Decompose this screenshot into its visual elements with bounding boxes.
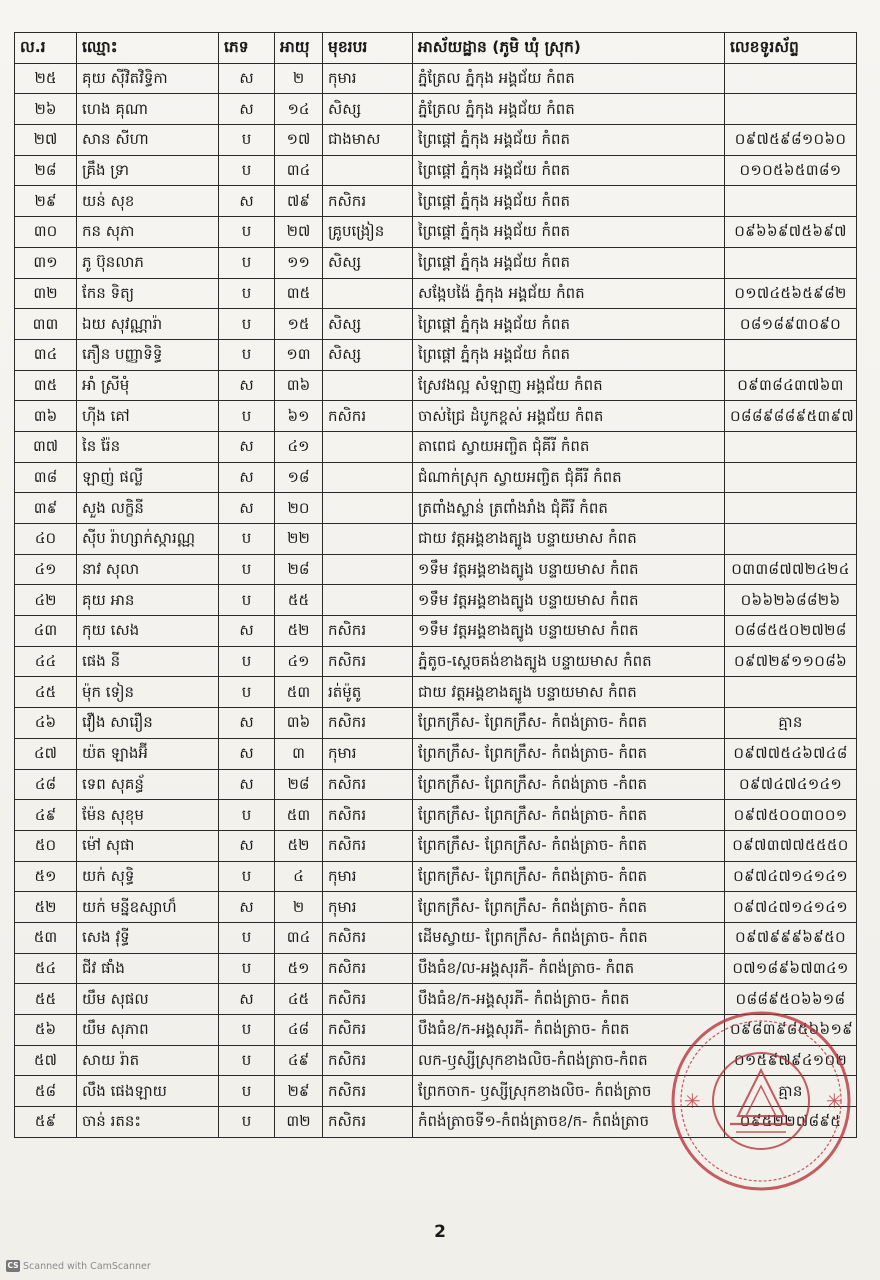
cell-name: លឹង ផេងឡាយ [77,1076,219,1107]
cell-name: ផេង នី [77,646,219,677]
table-row [15,431,857,462]
cell-occupation: សិស្ស [323,309,413,340]
cell-sex: ប [219,953,275,984]
cell-sex: ស [219,892,275,923]
cell-age: ៤៨ [275,1015,323,1046]
cell-age: ២៨ [275,554,323,585]
cell-phone: គ្មាន [725,1076,857,1107]
roster-table [14,32,857,1138]
cell-occupation: កសិករ [323,830,413,861]
cell-address: ភ្នំត្រែល ភ្នំកុង អង្គជ័យ កំពត [413,94,725,125]
cell-occupation: កសិករ [323,1076,413,1107]
cell-age: ២៨ [275,769,323,800]
cell-occupation: កសិករ [323,708,413,739]
table-row [15,585,857,616]
cell-address: ជំណាក់ស្រុក ស្វាយអញ្ចិត ជុំគីរី កំពត [413,462,725,493]
cell-no: ៥២ [15,892,77,923]
cell-no: ៣៤ [15,339,77,370]
table-row [15,1076,857,1107]
cell-no: ៤៩ [15,800,77,831]
cell-address: កំពង់ត្រាចទី១-កំពង់ត្រាចខ/ក- កំពង់ត្រាច [413,1107,725,1138]
cell-sex: ស [219,830,275,861]
cell-no: ៥៦ [15,1015,77,1046]
cell-address: តាពេជ ស្វាយអញ្ចិត ជុំគីរី កំពត [413,431,725,462]
cell-sex: ស [219,616,275,647]
header-age: អាយុ [275,33,323,64]
cell-address: ព្រែកក្រឹស- ព្រែកក្រឹស- កំពង់ត្រាច -កំពត [413,769,725,800]
cell-phone: ០៣៣៨៧៧២៤២៤ [725,554,857,585]
cell-name: គុយ អាន [77,585,219,616]
cell-no: ៣៨ [15,462,77,493]
cell-name: ម៉ៅ សុផា [77,830,219,861]
cell-phone: ០៧១៨៩៦៧៣៤១ [725,953,857,984]
cell-name: យឹម សុផល [77,984,219,1015]
table-row [15,738,857,769]
cell-age: ២០ [275,493,323,524]
cell-sex: ប [219,401,275,432]
cell-address: បឹងធំខ/ក-អង្គសុរភី- កំពង់ត្រាច- កំពត [413,1015,725,1046]
table-row [15,63,857,94]
cell-occupation: កសិករ [323,186,413,217]
cell-occupation: កុមារ [323,861,413,892]
cell-no: ៤៥ [15,677,77,708]
table-row [15,892,857,923]
cell-sex: ប [219,524,275,555]
cell-no: ២៥ [15,63,77,94]
cell-sex: ប [219,247,275,278]
cell-sex: ស [219,708,275,739]
table-row [15,953,857,984]
cell-no: ៣៦ [15,401,77,432]
cell-phone: ០៩៧៤៧១៤១៤១ [725,861,857,892]
scanner-watermark [6,1260,151,1272]
cell-no: ៣៣ [15,309,77,340]
cell-occupation: កុមារ [323,738,413,769]
cell-address: លក-ឫស្សីស្រុកខាងលិច-កំពង់ត្រាច-កំពត [413,1045,725,1076]
cell-occupation: កសិករ [323,1045,413,1076]
cell-occupation: សិស្ស [323,94,413,125]
table-row [15,94,857,125]
cell-name: គ្រឹង ទ្រា [77,155,219,186]
cell-sex: ប [219,554,275,585]
cell-sex: ប [219,800,275,831]
cell-sex: ស [219,462,275,493]
cell-occupation [323,585,413,616]
cell-phone: ០៩៧២៩១១០៨៦ [725,646,857,677]
cell-phone [725,431,857,462]
cell-phone: ០៨៨៩៥០៦៦១៨ [725,984,857,1015]
cell-address: ព្រែកចាក- ឫស្សីស្រុកខាងលិច- កំពង់ត្រាច [413,1076,725,1107]
cell-address: ព្រែកក្រឹស- ព្រែកក្រឹស- កំពង់ត្រាច- កំពត [413,800,725,831]
cell-age: ៤១ [275,646,323,677]
cell-phone: ០១៥៩៧៩៤១០២ [725,1045,857,1076]
cell-phone [725,247,857,278]
cell-address: ១ទឹម វត្តអង្គខាងត្បូង បន្ទាយមាស កំពត [413,585,725,616]
cell-age: ២២ [275,524,323,555]
header-phone: លេខទូរស័ព្ទ [725,33,857,64]
table-row [15,1045,857,1076]
cell-age: ៧៩ [275,186,323,217]
cell-address: ព្រៃផ្តៅ ភ្នំកុង អង្គជ័យ កំពត [413,339,725,370]
cell-address: ព្រែកក្រឹស- ព្រែកក្រឹស- កំពង់ត្រាច- កំពត [413,861,725,892]
cell-sex: ស [219,370,275,401]
cell-sex: ប [219,339,275,370]
svg-text:✳: ✳ [826,1089,843,1113]
cell-no: ៤៨ [15,769,77,800]
cell-age: ៥២ [275,830,323,861]
cell-address: ព្រែកក្រឹស- ព្រែកក្រឹស- កំពង់ត្រាច- កំពត [413,830,725,861]
cell-age: ៣៦ [275,370,323,401]
cell-occupation [323,493,413,524]
cell-sex: ប [219,677,275,708]
cell-age: ៤ [275,861,323,892]
cell-occupation [323,278,413,309]
table-row [15,1107,857,1138]
cell-age: ១៤ [275,94,323,125]
cell-no: ២៨ [15,155,77,186]
cell-sex: ប [219,309,275,340]
cell-no: ២៧ [15,125,77,156]
cell-no: ៣១ [15,247,77,278]
cell-phone [725,493,857,524]
cell-phone: ០៩៧៧៥៤៦៧៤៨ [725,738,857,769]
cell-no: ២៦ [15,94,77,125]
cell-address: ស្រែវងល្អ សំឡាញ អង្គជ័យ កំពត [413,370,725,401]
cell-no: ៥០ [15,830,77,861]
cell-address: ព្រែកក្រឹស- ព្រែកក្រឹស- កំពង់ត្រាច- កំពត [413,892,725,923]
table-row [15,984,857,1015]
cell-no: ៤៧ [15,738,77,769]
cell-address: ព្រៃផ្តៅ ភ្នំកុង អង្គជ័យ កំពត [413,217,725,248]
cell-occupation [323,462,413,493]
cell-occupation: ជាងមាស [323,125,413,156]
cell-sex: ប [219,155,275,186]
table-row [15,1015,857,1046]
cell-name: យន់ សុខ [77,186,219,217]
cell-age: ៣៤ [275,922,323,953]
table-row [15,462,857,493]
cell-occupation [323,155,413,186]
cell-phone: ០៨១៨៩៣០៩០ [725,309,857,340]
cell-name: ហ៊ីង គៅ [77,401,219,432]
cell-address: ភ្នំតូច-ស្តេចគង់ខាងត្បូង បន្ទាយមាស កំពត [413,646,725,677]
cell-phone: ០៨៨៥៥០២៧២៨ [725,616,857,647]
cell-address: បឹងធំខ/ល-អង្គសុរភី- កំពង់ត្រាច- កំពត [413,953,725,984]
cell-address: ត្រពាំងស្លាន់ ត្រពាំងរាំង ជុំគីរី កំពត [413,493,725,524]
cell-no: ៤៤ [15,646,77,677]
cell-name: ចាន់ រតនះ [77,1107,219,1138]
cell-address: បឹងធំខ/ក-អង្គសុរភី- កំពង់ត្រាច- កំពត [413,984,725,1015]
cell-sex: ប [219,922,275,953]
table-row [15,830,857,861]
cell-address: ព្រៃផ្តៅ ភ្នំកុង អង្គជ័យ កំពត [413,186,725,217]
cell-no: ៤៣ [15,616,77,647]
cell-age: ២ [275,63,323,94]
header-name: ឈ្មោះ [77,33,219,64]
cell-age: ៥២ [275,616,323,647]
cell-no: ៣៩ [15,493,77,524]
cell-age: ៣៦ [275,708,323,739]
cell-sex: ស [219,984,275,1015]
table-row [15,922,857,953]
cell-occupation: សិស្ស [323,339,413,370]
cell-phone: ០៩៣៨៤៣៧៦៣ [725,370,857,401]
table-row [15,524,857,555]
cell-sex: ប [219,1015,275,1046]
cell-no: ៣២ [15,278,77,309]
cell-name: ទេព សុគន្ធ័ [77,769,219,800]
cell-occupation: កសិករ [323,800,413,831]
cell-phone [725,94,857,125]
cell-name: សេង វុទ្ធី [77,922,219,953]
table-row [15,155,857,186]
table-row [15,769,857,800]
cell-phone: ០១៧៤៥៦៥៩៨២ [725,278,857,309]
cell-age: ២៩ [275,1076,323,1107]
cell-name: ជីវ ផាំង [77,953,219,984]
cell-address: ១ទឹម វត្តអង្គខាងត្បូង បន្ទាយមាស កំពត [413,554,725,585]
cell-sex: ប [219,125,275,156]
table-body [15,63,857,1137]
cell-address: ព្រៃផ្តៅ ភ្នំកុង អង្គជ័យ កំពត [413,247,725,278]
header-occupation: មុខរបរ [323,33,413,64]
cell-name: អាំ ស្រីមុំ [77,370,219,401]
cell-occupation: កសិករ [323,769,413,800]
cell-occupation: កសិករ [323,646,413,677]
cell-age: ៥៣ [275,800,323,831]
cell-sex: ស [219,769,275,800]
cell-phone: ០៩៧៤៧៤១៤១ [725,769,857,800]
cell-no: ៣០ [15,217,77,248]
cell-phone [725,186,857,217]
cell-phone: ០១០៥៦៥៣៨១ [725,155,857,186]
cell-no: ៥៧ [15,1045,77,1076]
cell-sex: ប [219,861,275,892]
cell-name: កុយ សេង [77,616,219,647]
cell-age: ២៧ [275,217,323,248]
cell-occupation [323,431,413,462]
cell-age: ៥៥ [275,585,323,616]
cell-age: ៣ [275,738,323,769]
cell-age: ៤៥ [275,984,323,1015]
cell-name: កែន ទិត្យ [77,278,219,309]
cell-name: ម៉ុក ទៀន [77,677,219,708]
table-row [15,646,857,677]
cell-address: ព្រែកក្រឹស- ព្រែកក្រឹស- កំពង់ត្រាច- កំពត [413,738,725,769]
cell-age: ១៣ [275,339,323,370]
cell-no: ៥៩ [15,1107,77,1138]
table-header-row [15,33,857,64]
cell-address: ចាស់ជ្រៃ ដំបូកខ្ពស់ អង្គជ័យ កំពត [413,401,725,432]
cell-occupation: កសិករ [323,1107,413,1138]
cell-sex: ប [219,278,275,309]
cell-no: ៥៨ [15,1076,77,1107]
cell-address: ព្រៃផ្តៅ ភ្នំកុង អង្គជ័យ កំពត [413,125,725,156]
cell-occupation [323,524,413,555]
cell-name: ឯយ សុវណ្ណារ៉ា [77,309,219,340]
cell-no: ៣៥ [15,370,77,401]
cell-phone: ០៩៧៤៧១៤១៤១ [725,892,857,923]
cell-sex: ស [219,186,275,217]
header-no: ល.រ [15,33,77,64]
cell-name: សាយ រ៉ាត [77,1045,219,1076]
cell-phone [725,63,857,94]
cell-phone: គ្មាន [725,708,857,739]
cell-occupation: សិស្ស [323,247,413,278]
cell-address: ជាយ វត្តអង្គខាងត្បូង បន្ទាយមាស កំពត [413,677,725,708]
cell-age: ១១ [275,247,323,278]
table-row [15,493,857,524]
table-row [15,800,857,831]
cell-no: ៥៤ [15,953,77,984]
cell-name: ម៉ែន សុខុម [77,800,219,831]
cell-name: គុយ ស៊ីវិតវិទ្ធិកា [77,63,219,94]
cell-age: ៣៤ [275,155,323,186]
cell-phone: ០៦៦២៦៨៨២៦ [725,585,857,616]
cell-no: ៤០ [15,524,77,555]
table-row [15,186,857,217]
cell-name: ភូ ប៊ុនលាភ [77,247,219,278]
cell-no: ៥១ [15,861,77,892]
cell-phone: ០៩៧៥៩៨១០៦០ [725,125,857,156]
cell-phone [725,462,857,493]
cell-name: នៃ រ៉ែន [77,431,219,462]
cell-age: ១៧ [275,125,323,156]
cell-address: ភ្នំត្រែល ភ្នំកុង អង្គជ័យ កំពត [413,63,725,94]
cell-occupation: រត់ម៉ូតូ [323,677,413,708]
cell-phone: ០៩៧៣៧៧៥៥៥០ [725,830,857,861]
cell-address: សង្កែបង៉ៃ ភ្នំកុង អង្គជ័យ កំពត [413,278,725,309]
cell-age: ៦១ [275,401,323,432]
cell-phone [725,677,857,708]
cell-no: ៥៥ [15,984,77,1015]
cell-phone: ០៩៨៣៩៨៥៦៦១៩ [725,1015,857,1046]
cell-age: ៣៥ [275,278,323,309]
cell-sex: ស [219,738,275,769]
cell-occupation: កសិករ [323,922,413,953]
svg-text:✳: ✳ [684,1089,701,1113]
cell-phone [725,524,857,555]
cell-name: យឹម សុភាព [77,1015,219,1046]
table-row [15,278,857,309]
table-row [15,217,857,248]
cell-name: ភឿន បញ្ញាទិទ្ធិ [77,339,219,370]
cell-age: ១៥ [275,309,323,340]
cell-sex: ប [219,646,275,677]
table-row [15,677,857,708]
cell-occupation: កុមារ [323,63,413,94]
cell-address: ព្រៃផ្តៅ ភ្នំកុង អង្គជ័យ កំពត [413,309,725,340]
cell-name: វឿង សារឿន [77,708,219,739]
cell-name: យក់ សុទ្ធិ [77,861,219,892]
cell-no: ៤៦ [15,708,77,739]
cell-phone: ០៩៦៦៩៧៥៦៩៧ [725,217,857,248]
cell-occupation: គ្រូបង្រៀន [323,217,413,248]
cell-phone: ០៩៧៥០០៣០០១ [725,800,857,831]
table-row [15,339,857,370]
cell-sex: ស [219,493,275,524]
cell-address: ១ទឹម វត្តអង្គខាងត្បូង បន្ទាយមាស កំពត [413,616,725,647]
cell-occupation: កសិករ [323,984,413,1015]
camscanner-icon: CS [7,1261,19,1270]
cell-age: ៣២ [275,1107,323,1138]
cell-name: សាន សីហា [77,125,219,156]
cell-no: ៤១ [15,554,77,585]
table-row [15,247,857,278]
cell-sex: ស [219,94,275,125]
scanner-text: Scanned with CamScanner [23,1260,151,1272]
cell-name: ហេង គុណា [77,94,219,125]
cell-address: ព្រៃផ្តៅ ភ្នំកុង អង្គជ័យ កំពត [413,155,725,186]
cell-address: ដើមស្វាយ- ព្រែកក្រឹស- កំពង់ត្រាច- កំពត [413,922,725,953]
cell-name: ឡាញ់ ផល្លី [77,462,219,493]
cell-occupation: កសិករ [323,401,413,432]
cell-occupation: កសិករ [323,953,413,984]
cell-occupation [323,370,413,401]
cell-no: ៤២ [15,585,77,616]
cell-name: សួង លក្ខិនី [77,493,219,524]
cell-age: ១៨ [275,462,323,493]
table-row [15,616,857,647]
header-address: អាស័យដ្ឋាន (ភូមិ ឃុំ ស្រុក) [413,33,725,64]
cell-occupation: កសិករ [323,616,413,647]
cell-sex: ស [219,431,275,462]
cell-phone: ០៩៧៩៩៩៦៩៥០ [725,922,857,953]
table-row [15,861,857,892]
cell-address: ជាយ វត្តអង្គខាងត្បូង បន្ទាយមាស កំពត [413,524,725,555]
table-row [15,309,857,340]
cell-sex: ស [219,63,275,94]
cell-occupation: កសិករ [323,1015,413,1046]
cell-phone: ០៨៨៩៨៨៩៥៣៩៧ [725,401,857,432]
table-row [15,708,857,739]
cell-no: ៥៣ [15,922,77,953]
cell-occupation [323,554,413,585]
table-row [15,125,857,156]
table-row [15,554,857,585]
cell-age: ៥៣ [275,677,323,708]
cell-age: ៤១ [275,431,323,462]
cell-sex: ប [219,1107,275,1138]
cell-occupation: កុមារ [323,892,413,923]
cell-address: ព្រែកក្រឹស- ព្រែកក្រឹស- កំពង់ត្រាច- កំពត [413,708,725,739]
cell-name: ស៊ីប រ៉ាហ្សាក់ស្ការណ្ណ [77,524,219,555]
cell-age: ៤៩ [275,1045,323,1076]
cell-name: នាវ សុលា [77,554,219,585]
cell-name: កន សុភា [77,217,219,248]
cell-phone [725,339,857,370]
cell-no: ៣៧ [15,431,77,462]
cell-phone: ០៩៥២២៧៨៩៥ [725,1107,857,1138]
table-row [15,401,857,432]
cell-sex: ប [219,217,275,248]
header-sex: ភេទ [219,33,275,64]
cell-sex: ប [219,1045,275,1076]
cell-name: យក់ មន្នីឧស្សាហ៏ [77,892,219,923]
cell-age: ២ [275,892,323,923]
cell-sex: ប [219,1076,275,1107]
page-number: 2 [434,1222,446,1242]
cell-age: ៥១ [275,953,323,984]
cell-name: យ៉ត ឡាងអ៊ី [77,738,219,769]
cell-sex: ប [219,585,275,616]
table-row [15,370,857,401]
cell-no: ២៩ [15,186,77,217]
